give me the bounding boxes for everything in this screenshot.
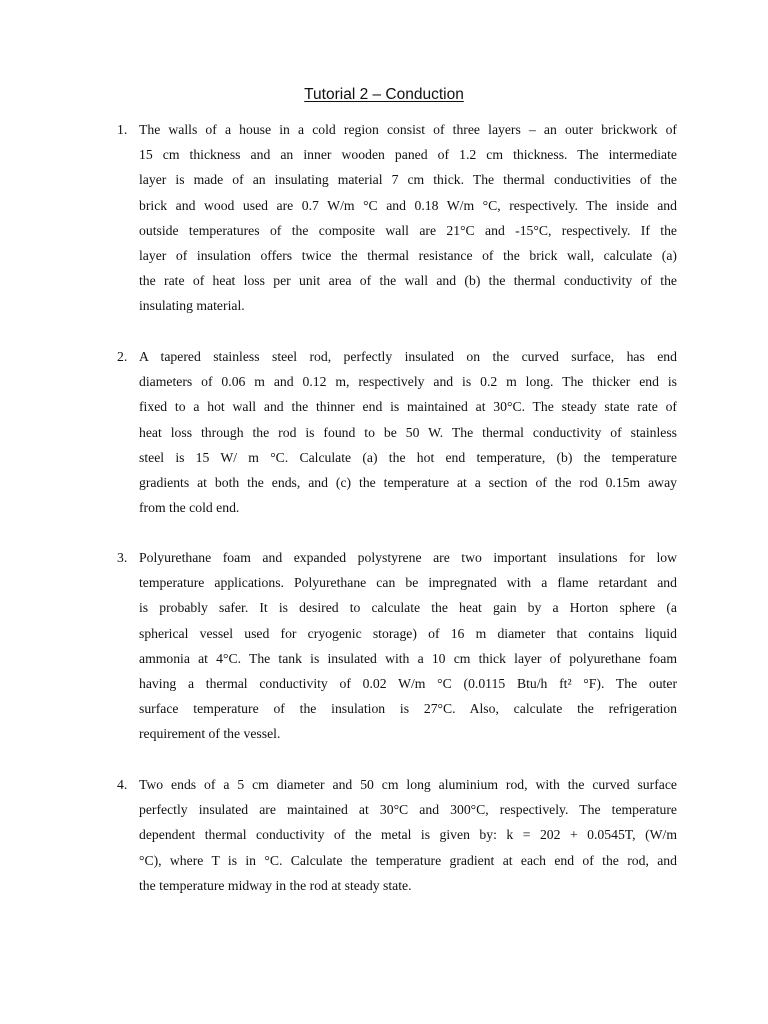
question-line: the temperature midway in the rod at steady state. bbox=[139, 877, 412, 893]
question-line: outside temperatures of the composite wall are 21°C and -15°C, respectively. If the bbox=[139, 222, 677, 238]
page-title: Tutorial 2 – Conduction bbox=[304, 86, 464, 103]
question-line: requirement of the vessel. bbox=[139, 726, 281, 742]
question-line: insulating material. bbox=[139, 298, 245, 314]
question-line: 15 cm thickness and an inner wooden paned of 1.2 cm thickness. The intermediate bbox=[139, 147, 677, 163]
question-line: diameters of 0.06 m and 0.12 m, respectively and is 0.2 m long. The thicker end is bbox=[139, 374, 677, 390]
question-line: from the cold end. bbox=[139, 500, 240, 516]
question-line: dependent thermal conductivity of the metal is given by: k = 202 + 0.0545T, (W/m bbox=[139, 827, 677, 843]
question-2 bbox=[117, 344, 677, 520]
question-line: layer of insulation offers twice the thermal resistance of the brick wall, calculate (a) bbox=[139, 248, 677, 264]
question-line: steel is 15 W/ m °C. Calculate (a) the hot end temperature, (b) the temperature bbox=[139, 449, 677, 465]
question-line: The walls of a house in a cold region consist of three layers – an outer brickwork of bbox=[139, 122, 677, 137]
question-line: gradients at both the ends, and (c) the temperature at a section of the rod 0.15m away bbox=[139, 475, 677, 491]
question-1 bbox=[117, 117, 677, 319]
question-3 bbox=[117, 545, 677, 747]
question-line: Polyurethane foam and expanded polystyrene are two important insulations for low bbox=[139, 550, 677, 565]
question-4 bbox=[117, 772, 677, 898]
question-line: fixed to a hot wall and the thinner end is maintained at 30°C. The steady state rate of bbox=[139, 399, 677, 415]
question-number: 1. bbox=[117, 122, 128, 137]
question-line: surface temperature of the insulation is 27°C. Also, calculate the refrigeration bbox=[139, 701, 677, 717]
question-line: having a thermal conductivity of 0.02 W/m °C (0.0115 Btu/h ft² °F). The outer bbox=[139, 676, 677, 692]
question-line: heat loss through the rod is found to be 50 W. The thermal conductivity of stainless bbox=[139, 424, 677, 440]
question-line: brick and wood used are 0.7 W/m °C and 0.18 W/m °C, respectively. The inside and bbox=[139, 197, 677, 213]
question-line: the rate of heat loss per unit area of the wall and (b) the thermal conductivity of the bbox=[139, 273, 677, 289]
question-line: A tapered stainless steel rod, perfectly insulated on the curved surface, has end bbox=[139, 349, 677, 364]
question-line: °C), where T is in °C. Calculate the temperature gradient at each end of the rod, and bbox=[139, 852, 677, 868]
question-line: ammonia at 4°C. The tank is insulated with a 10 cm thick layer of polyurethane foam bbox=[139, 650, 677, 666]
question-line: Two ends of a 5 cm diameter and 50 cm long aluminium rod, with the curved surface bbox=[139, 777, 677, 792]
question-line: layer is made of an insulating material 7 cm thick. The thermal conductivities of the bbox=[139, 172, 677, 188]
question-line: perfectly insulated are maintained at 30°C and 300°C, respectively. The temperature bbox=[139, 802, 677, 818]
question-number: 4. bbox=[117, 777, 128, 792]
question-number: 2. bbox=[117, 349, 128, 364]
question-line: temperature applications. Polyurethane can be impregnated with a flame retardant and bbox=[139, 575, 677, 591]
question-line: spherical vessel used for cryogenic storage) of 16 m diameter that contains liquid bbox=[139, 625, 677, 641]
question-number: 3. bbox=[117, 550, 128, 565]
question-line: is probably safer. It is desired to calculate the heat gain by a Horton sphere (a bbox=[139, 600, 677, 616]
